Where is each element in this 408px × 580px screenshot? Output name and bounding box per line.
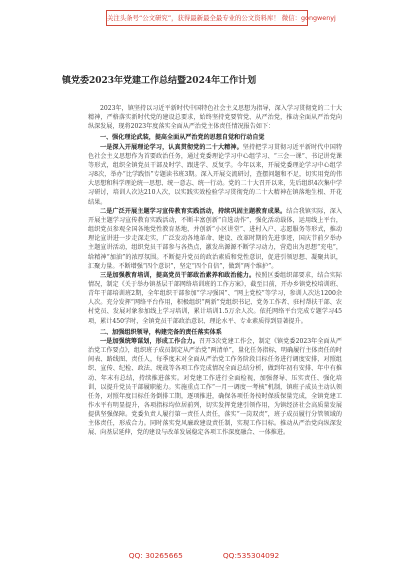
- section1-item1: [88, 143, 342, 207]
- section1-item3-text: 按照区委组织部要求，结合实际情况，制定《关于举办镇基层干部网络培训班的工作方案》，截至目前，开办乡镇党校培训班、青年干部培训班2期，全年组织干部参加“学习强国”、“网上党校”等学习，参训人次达1200余人次。充分发挥“网络平台作用，积极组织“两新”党组织书记、党务工作者、驻村帮扶干部、农村党员、发展对象参加线上学习培训，累计培训1.5万余人次。依托网络平台完成专题学习45项，累计450学时，全镇党员干部政治意识、理论水平、专业素质得到显著提升。: [88, 271, 343, 325]
- section2-item1: [88, 337, 342, 438]
- section-heading-1: 一、强化理论武装，提高全面从严治党的思想自觉和行动自觉: [100, 134, 265, 142]
- footer-qq-1: QQ: 30265665: [128, 551, 183, 560]
- document-title: 镇党委2023年党建工作总结暨2024年工作计划: [62, 76, 257, 86]
- section1-item1-text: 坚持把学习贯彻习近平新时代中国特色社会主义思想作为首要政治任务，通过党委理论学习中心组学习、“三会一课”、书记讲党课等形式，组织全镇党员干部及时学、跟进学、反复学。今年以来，开展党委理论学习中心组学习8次，举办“比学践悟”专题读书班3期。深入开展交流研讨，查摆问题和不足，切实用党的伟大思想和科学理论统一思想、统一意志、统一行动。党的二十大召开以来，先后组织4次集中学习研讨，培训人次达210人次，以实践实效检验学习贯彻党的二十大精神在镇落地生根、开花结果。: [88, 143, 343, 206]
- document-body: [88, 104, 342, 438]
- footer-qq-2: QQ:535304092: [222, 551, 280, 560]
- section-heading-2: 二、加强组织领导，构建完备的责任落实体系: [100, 328, 222, 336]
- intro-paragraph: 2023年，镇坚持以习近平新时代中国特色社会主义思想为指导，深入学习贯彻党的二十大精神，严格落实新时代党的建设总要求，始终坚持党要管党、从严治党，推动全面从严治党向纵深发展，现将2023年度落实全面从严治党主体责任情况报告如下：: [88, 105, 342, 131]
- section1-item3: [88, 271, 342, 326]
- section1-item1-title: 一是深入开展理论学习，认真贯彻党的二十大精神。: [100, 143, 243, 151]
- section1-item2: [88, 207, 342, 271]
- section1-item2-title: 二是广泛开展主题学习宣传教育实践活动，持续巩固主题教育成果。: [100, 207, 287, 215]
- contact-footer: [0, 551, 408, 560]
- section2-item1-title: 一是加强统筹谋划，形成工作合力。: [100, 337, 199, 345]
- section1-item2-text: 结合我镇实际，深入开展主题学习宣传教育实践活动，不断丰富创新“自选动作”，强化活动载体，运用线上平台，组织党员参观全国各地党性教育基地，并创新“小区讲堂”、进村入户、志愿服务等形式，推动理论宣讲进一步走深走实，广泛发动各地革命、建设、改革时期的先进事迹，国庆节前夕举办主题宣讲活动，组织党员干部参与各热点，激发出源源不断学习动力，营造出为思想“充电”，给精神“加油”的浓厚氛围。不断提升党员的政治素质和党性意识，促进引领思想、凝聚共识，汇聚力量。不断增强“四个意识”，坚定“四个自信”，做到“两个维护”。: [88, 207, 343, 270]
- section2-item1-text: 召开3次党建工作会，制定《镇党委2023年全面从严治党工作要点》，组织班子成员制定从严治党“两清单”，量化任务指标，明确履行主体责任的时间表、路线图、责任人，每季度末对全面从严治党工作务阶段目标任务进行调度安排，对照组织、宣传、纪检、政法、统战等各项工作完成情况全面总结分析，做到年初有安排、年中有推动、年末有总结，持续推进落实。对党建工作进行全面检视，加强督导、压实责任、强化培训，以提升党员干部履职能力。实施重点工作“一月一调度一考核”机制，镇班子成员主动认领任务，对照年度目标任务倒排工期，逐项推进，确保各项任务按时保质保量完成，全镇党建工作水平有明显提升，各项指标均位居前列，切实发挥党建引领作用，为镇经济社会高质量发展提供坚强保障。党委负责人履行第一责任人责任，落实“一岗双责”，班子成员履行分管领域的主体责任，形成合力。同时落实党风廉政建设责任制，实现工作目标。推动从严治党向纵深发展、向基层延伸，党的建设与改革发展稳定各项工作深度融合、一体推进。: [88, 337, 343, 437]
- section1-item3-title: 三是加强教育培训，提高党员干部政治素养和政治能力。: [100, 271, 256, 279]
- promo-banner: 关注头条号“公文研究”，获得最新最全最专业的公文资料库！ 微信：gongwenyj: [106, 10, 308, 26]
